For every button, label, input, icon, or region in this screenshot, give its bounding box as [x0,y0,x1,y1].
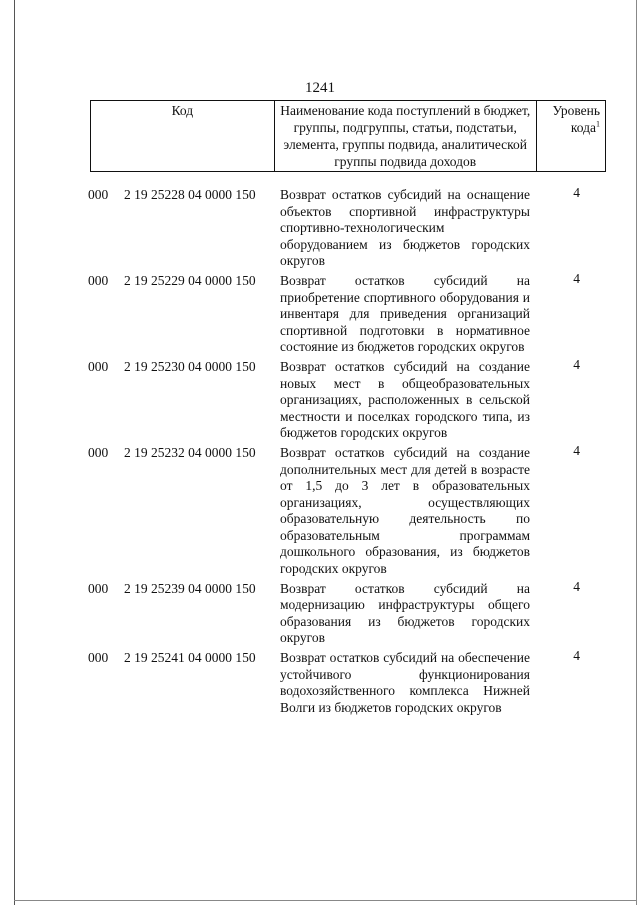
row-level: 4 [573,648,580,664]
row-level: 4 [573,356,580,372]
header-level-text: Уровень кода [552,103,600,135]
table-row [88,270,608,356]
row-prefix: 000 [88,580,109,596]
table-row [88,442,608,578]
row-level: 4 [573,442,580,458]
scan-edge-bottom [14,900,637,901]
row-code: 2 19 25241 04 0000 150 [124,650,256,666]
page-number: 1241 [305,80,335,96]
row-name: Возврат остатков субсидий на оснащение объектов спортивной инфраструктуры спортивно-технологическим оборудованием из бюджетов городских округов [280,187,530,269]
row-code: 2 19 25232 04 0000 150 [124,444,256,460]
row-prefix: 000 [88,187,109,202]
table-row [88,187,608,270]
table-row [88,578,608,647]
row-code: 2 19 25239 04 0000 150 [124,580,256,596]
row-prefix: 000 [88,444,109,460]
table-header [90,100,606,172]
row-prefix: 000 [88,650,109,666]
row-name: Возврат остатков субсидий на модернизацию инфраструктуры общего образования из бюджетов городских округов [280,580,530,646]
row-level: 4 [573,270,580,286]
row-name: Возврат остатков субсидий на обеспечение устойчивого функционирования водохозяйственного комплекса Нижней Волги из бюджетов городских округов [280,650,530,715]
row-name: Возврат остатков субсидий на создание новых мест в общеобразовательных организациях, расположенных в сельской местности и поселках городского типа, из бюджетов городских округов [280,358,530,441]
table-row [88,356,608,442]
row-prefix: 000 [88,358,109,374]
row-code: 2 19 25228 04 0000 150 [124,187,256,202]
row-code: 2 19 25230 04 0000 150 [124,358,256,374]
row-level: 4 [573,578,580,594]
header-level [536,101,605,172]
table-row [88,650,608,716]
scan-edge-left [14,0,15,905]
header-level-footnote: 1 [596,119,600,129]
header-code: Код [91,101,275,172]
table-body [88,187,608,717]
row-code: 2 19 25229 04 0000 150 [124,272,256,288]
row-prefix: 000 [88,272,109,288]
row-level: 4 [573,185,580,200]
row-name: Возврат остатков субсидий на создание дополнительных мест для детей в возрасте от 1,5 до 3 лет в образовательных организациях, осуществляющих образовательную деятельность по образовательным программам дошкольного образования, из бюджетов городских округов [280,444,530,577]
scan-edge-right [636,0,637,905]
header-name: Наименование кода поступлений в бюджет, группы, подгруппы, статьи, подстатьи, элемента, группы подвида, аналитической группы подвида доходов [274,101,536,172]
row-name: Возврат остатков субсидий на приобретение спортивного оборудования и инвентаря для приведения организаций спортивной подготовки в нормативное состояние из бюджетов городских округов [280,272,530,355]
